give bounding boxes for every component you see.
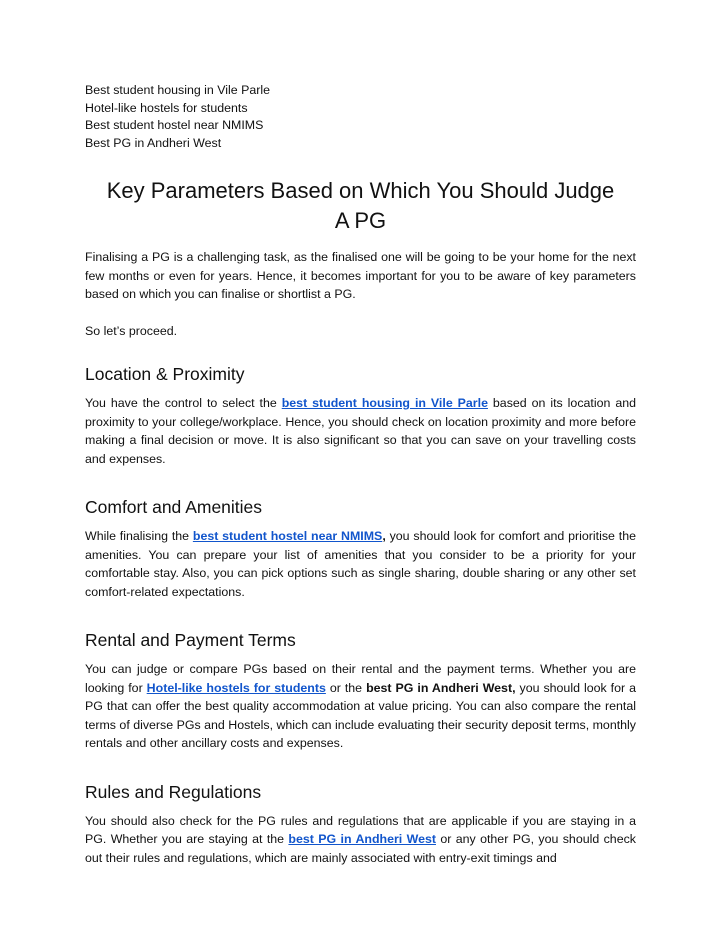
intro-paragraph: Finalising a PG is a challenging task, as the finalised one will be going to be your home for the next few months or even for years. Hence, it becomes important for you to be aware of key parameters based on which you can finalise or shortlist a PG. <box>85 250 636 301</box>
comfort-comma: , <box>382 529 386 543</box>
comfort-text-before: While finalising the <box>85 529 193 543</box>
rental-bold-keyword: best PG in Andheri West, <box>366 680 516 695</box>
rental-text-mid: or the <box>325 680 367 695</box>
rental-paragraph <box>85 660 636 753</box>
keyword-line: Hotel-like hostels for students <box>85 100 248 115</box>
keyword-line: Best student hostel near NMIMS <box>85 118 264 132</box>
document-page <box>85 82 636 867</box>
page-title <box>85 176 636 235</box>
rules-paragraph <box>85 812 636 868</box>
comfort-paragraph <box>85 527 636 601</box>
andheri-west-link[interactable]: best PG in Andheri West <box>288 832 436 846</box>
rental-text-after: you should look for a PG that can offer the best quality accommodation at value pricing. You can also compare the rental terms of diverse PGs and Hostels, which can include evaluating their security deposit terms, monthly rentals and other ancillary costs and expenses. <box>85 680 636 750</box>
keyword-list <box>85 82 636 152</box>
location-text-after: based on its location and proximity to your college/workplace. Hence, you should check on location proximity and more before making a final decision or move. It is also significant so that you can save on your travelling costs and expenses. <box>85 396 636 466</box>
proceed-paragraph: So let’s proceed. <box>85 323 178 338</box>
keyword-line: Best PG in Andheri West <box>85 135 222 150</box>
title-line-1: Key Parameters Based on Which You Should Judge <box>106 178 615 203</box>
rules-heading: Rules and Regulations <box>85 781 262 802</box>
rules-text-after: or any other PG, you should check out their rules and regulations, which are mainly associated with entry-exit timings and <box>85 832 636 865</box>
nmims-hostel-link[interactable]: best student hostel near NMIMS <box>192 529 383 543</box>
location-heading: Location & Proximity <box>85 364 245 384</box>
rules-text-before: You should also check for the PG rules and regulations that are applicable if you are staying in a PG. Whether you are staying at the <box>85 813 636 846</box>
keyword-line: Best student housing in Vile Parle <box>85 83 271 97</box>
rental-text-before: You can judge or compare PGs based on their rental and the payment terms. Whether you are looking for <box>85 662 636 695</box>
vile-parle-link[interactable]: best student housing in Vile Parle <box>281 396 488 410</box>
location-text-before: You have the control to select the <box>85 396 282 410</box>
comfort-text-after: you should look for comfort and prioritise the amenities. You can prepare your list of amenities that you consider to be a priority for your comfortable stay. Also, you can pick options such as single sharing, double sharing or any other set comfort-related expectations. <box>85 529 636 599</box>
title-line-2: A PG <box>334 207 387 233</box>
comfort-heading: Comfort and Amenities <box>85 497 263 517</box>
hotel-like-hostels-link[interactable]: Hotel-like hostels for students <box>146 680 326 695</box>
rental-heading: Rental and Payment Terms <box>85 630 296 650</box>
location-paragraph <box>85 394 636 468</box>
